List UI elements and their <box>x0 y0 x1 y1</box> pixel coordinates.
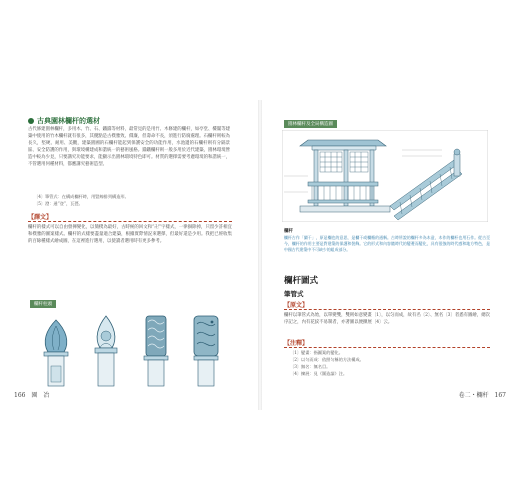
translation-heading: 【譯文】 <box>28 214 53 221</box>
right-page <box>262 104 520 404</box>
left-folio <box>14 390 49 399</box>
left-page-number: 166 <box>14 392 26 399</box>
section-title-text: 古典園林欄杆的選材 <box>37 117 100 125</box>
right-folio <box>459 390 506 399</box>
finial-dragon-carving <box>194 316 218 386</box>
note-4: 〔4〕筆管式：在構成欄杆時，用豎線排列構造形。 <box>34 194 129 199</box>
page-title: 欄杆圖式 <box>284 276 319 286</box>
post-finials-illustration <box>26 312 232 390</box>
note-3: 〔3〕無名：無名目。 <box>290 364 331 369</box>
note-5: 〔5〕澄：通“登”，瓦甍。 <box>34 201 83 206</box>
left-book-title: 園 冶 <box>31 392 50 399</box>
right-page-number: 167 <box>494 392 506 399</box>
finial-flame <box>95 316 117 386</box>
notes-divider <box>284 347 490 348</box>
right-section-name: 卷二・欄杆 <box>458 392 489 399</box>
finial-lotus-bud <box>44 320 68 386</box>
pavilion-railing-illustration <box>282 130 488 222</box>
translation-text: 欄杆的樣式可以自由發揮變化，以簡樸為最好，古時候的回文和“卍”字樣式，一律摒除掉，只留少許相宜和樸雅的圖案樣式。欄杆的式樣要盡量適合建築，根據實際情況來選擇，但最好還是少用。我把已經收集的百餘種樣式繪成圖，在這裡進行選用，以使讀者選用時有更多參考。 <box>28 225 232 245</box>
figure-caption: 欄杆柱頭 <box>30 300 56 308</box>
subsection-title: 筆管式 <box>284 290 304 298</box>
right-figure-caption: 園林欄杆及全局構造圖 <box>284 120 337 128</box>
figure-note-text: 欄杆古作「闌干」，原是欄也的意思，是欄干或欄楯的通稱。古時所說的欄杆多為木造，木作的欄杆也用石作。從古至今，欄杆的作用主要是對建築的保護和裝飾。它的形式和內容隨時代的變遷而變化，具有很強的時代感和地方特色，是中國古代建築中不可缺少的組成部分。 <box>284 235 490 253</box>
figure-note-title: 欄杆 <box>284 229 293 234</box>
note-1: 〔1〕變畫：指圖案的變化。 <box>290 350 343 355</box>
note-2: 〔2〕以匀而成：依照匀稱的方法構成。 <box>290 357 364 362</box>
notes-heading: 【注釋】 <box>284 340 309 347</box>
section-title <box>28 116 100 126</box>
section-body: 古代修建園林欄杆，多用木、竹、石、鐵鑄等材料，最常見的是用竹、木修建的欄杆，如亭堂、樓閣等建築中使用的竹木欄杆就有很多，其優點是古樸雅致、價廉，但壽命不長，須進行防腐處理。石欄杆則較為長久，堅硬、耐用、美觀，建築園圃的石欄杆能起到保護安全的功能作用，水池邊的石欄杆則有分隔景區、安全防護的作用，與環境構建成和諧統一的藝術風格。鑄鐵欄杆則一般多用於近代建築，園林環境營造中較為少見，只要講究功能要求，能顯示出園林環境特色即可。材質的選擇需要考慮環境的和諧統一，不管選用何種材料，都應講究藝術造型。 <box>28 127 230 168</box>
original-text: 欄杆以筆管式為始，以單變雙，雙則如意變畫〔1〕，以匀而成，故有名〔2〕、無名〔3〕者悉有圖繪，總次序記之，內有花紋不易制者，亦著圖以便擴展〔4〕云。 <box>284 313 490 326</box>
original-divider <box>284 309 490 310</box>
finial-cloud-carving <box>144 316 168 386</box>
left-page <box>0 104 258 404</box>
original-heading: 【原文】 <box>284 302 309 309</box>
note-4: 〔4〕擴展：見《圍造論》注。 <box>290 371 348 376</box>
bullet-icon <box>28 118 34 124</box>
translation-divider <box>28 221 232 222</box>
